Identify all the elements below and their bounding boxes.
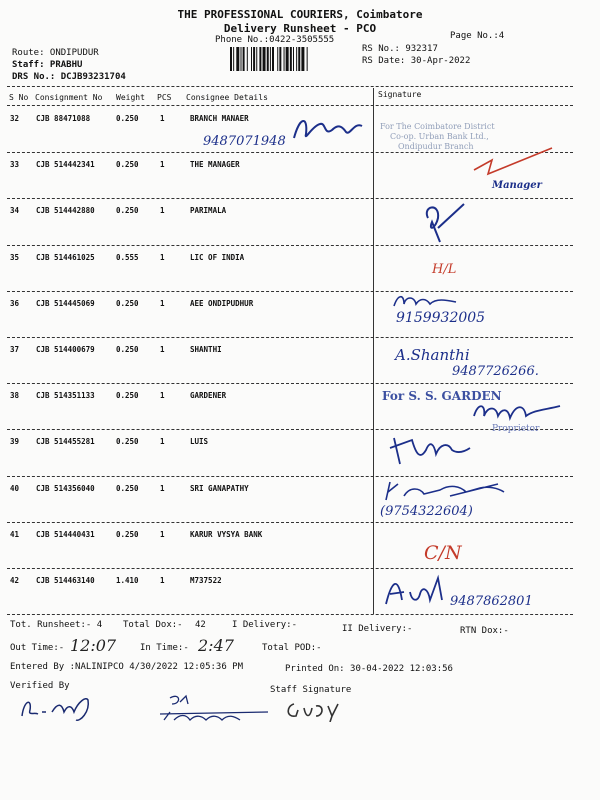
handwritten-phone: 9487071948 [203,134,286,149]
barcode-bar [277,47,278,71]
row-divider [7,245,573,246]
rs-number: RS No.: 932317 [362,44,438,54]
barcode-bar [251,47,252,71]
row-divider [7,198,573,199]
i-delivery: I Delivery:- [232,620,298,630]
barcode-bar [241,47,242,71]
bank-stamp-line: Co-op. Urban Bank Ltd., [390,132,489,141]
divider [7,614,573,615]
row-consignee: AEE ONDIPUDHUR [190,298,254,308]
total-dox-label: Total Dox:- [123,620,183,630]
phone-number: Phone No.:0422-3505555 [215,35,335,45]
row-sno: 35 [10,252,20,262]
barcode-bar [279,47,281,71]
printed-on: Printed On: 30-04-2022 12:03:56 [285,664,453,674]
row-consignee: LIC OF INDIA [190,252,245,262]
row-sno: 39 [10,437,20,447]
row-consignment: CJB 514455281 [36,437,95,447]
row-weight: 0.555 [116,252,139,262]
row-consignment: CJB 514461025 [36,252,95,262]
row-consignment: CJB 514463140 [36,576,95,585]
barcode-bar [247,47,248,71]
barcode-bar [298,47,300,71]
row-sno: 38 [10,391,20,401]
barcode-bar [256,47,257,71]
row-sno: 34 [10,206,20,216]
col-sno: S No [9,93,29,102]
barcode-bar [236,47,239,71]
row-divider [7,568,573,569]
row-weight: 0.250 [116,298,139,308]
row-consignee: KARUR VYSYA BANK [190,529,263,539]
row-consignee: SRI GANAPATHY [190,483,249,493]
barcode-bar [243,47,245,71]
row-pcs: 1 [160,437,165,447]
garden-stamp-role: Proprietor [492,424,540,434]
row-divider [7,337,573,338]
handwritten-phone: 9159932005 [396,310,486,326]
signature-scribble [390,292,470,312]
handwritten-name: A.Shanthi [395,346,470,364]
handwritten-out-time: 12:07 [70,636,117,655]
ii-delivery: II Delivery:- [342,624,413,634]
signature-column-divider [373,88,374,614]
signature-scribble [418,198,478,248]
handwritten-manager: Manager [492,180,542,191]
row-sno: 33 [10,160,20,170]
entered-by: Entered By :NALINIPCO 4/30/2022 12:05:36 PM [10,662,243,672]
handwritten-phone: 9487726266. [452,364,539,379]
row-weight: 1.410 [116,576,139,585]
row-consignee: BRANCH MANAER [190,114,249,123]
row-weight: 0.250 [116,529,139,539]
barcode-bar [270,47,271,71]
row-pcs: 1 [160,252,165,262]
row-pcs: 1 [160,529,165,539]
row-consignment: CJB 514440431 [36,529,95,539]
barcode-bar [293,47,294,71]
row-consignee: GARDENER [190,391,227,401]
row-consignee: THE MANAGER [190,160,240,170]
verified-by-label: Verified By [10,681,70,691]
row-divider [7,429,573,430]
col-consignee: Consignee Details [186,93,268,102]
row-pcs: 1 [160,160,165,170]
row-sno: 36 [10,298,20,308]
row-consignment: CJB 514442341 [36,160,95,170]
bank-stamp-line: Ondipudur Branch [398,142,474,151]
company-name: THE PROFESSIONAL COURIERS, Coimbatore [177,8,423,21]
barcode-bar [272,47,274,71]
row-consignment: CJB 514400679 [36,345,95,354]
out-time-label: Out Time:- [10,643,65,653]
rtn-dox: RTN Dox:- [460,626,509,636]
row-consignee: SHANTHI [190,345,222,354]
row-weight: 0.250 [116,114,139,123]
handwritten-phone: 9487862801 [450,594,533,609]
row-sno: 32 [10,114,20,123]
col-weight: Weight [116,93,145,102]
row-sno: 37 [10,345,20,354]
bank-stamp-line: For The Coimbatore District [380,122,495,131]
row-pcs: 1 [160,114,165,123]
runsheet-title: Delivery Runsheet - PCO [223,22,377,35]
row-consignment: CJB 514351133 [36,391,95,401]
col-signature: Signature [378,90,422,99]
handwritten-mark: C/N [424,542,462,564]
barcode-bar [230,47,232,71]
row-divider [7,476,573,477]
barcode-bar [263,47,266,71]
row-pcs: 1 [160,576,165,585]
signature-scribble [386,430,476,470]
total-dox-value: 42 [195,620,206,630]
verifier-signature [150,690,270,730]
staff-signature-label: Staff Signature [270,685,352,695]
barcode-bar [284,47,285,71]
barcode-bar [307,47,308,71]
row-weight: 0.250 [116,437,139,447]
row-consignee: LUIS [190,437,209,447]
row-weight: 0.250 [116,206,139,216]
row-pcs: 1 [160,483,165,493]
barcode-bar [286,47,289,71]
route: Route: ONDIPUDUR [12,48,99,58]
divider [7,86,573,87]
row-pcs: 1 [160,206,165,216]
barcode-bar [253,47,255,71]
row-consignee: PARIMALA [190,206,227,216]
signature-scribble [380,478,510,504]
barcode-bar [259,47,261,71]
handwritten-in-time: 2:47 [198,636,234,655]
row-consignment: CJB 88471088 [36,114,91,123]
barcode-bar [267,47,269,71]
row-consignment: CJB 514356040 [36,483,95,493]
barcode-bar [296,47,297,71]
in-time-label: In Time:- [140,643,189,653]
col-consignment: Consignment No [35,93,103,102]
signature-scribble [470,140,560,180]
barcode-bar [233,47,234,71]
handwritten-mark: H/L [432,262,457,277]
barcode-bar [290,47,292,71]
tot-runsheet: Tot. Runsheet:- 4 [10,620,103,630]
col-pcs: PCS [157,93,172,102]
row-sno: 40 [10,483,20,493]
signature-scribble [290,112,370,148]
row-pcs: 1 [160,298,165,308]
row-sno: 41 [10,529,20,539]
row-consignment: CJB 514445069 [36,298,95,308]
row-weight: 0.250 [116,345,139,354]
row-pcs: 1 [160,391,165,401]
row-weight: 0.250 [116,160,139,170]
row-sno: 42 [10,576,20,585]
staff: Staff: PRABHU [12,60,83,70]
page-number: Page No.:4 [450,31,505,41]
barcode-bar [301,47,304,71]
drs-number: DRS No.: DCJB93231704 [12,72,126,82]
row-divider [7,522,573,523]
verifier-signature [18,692,98,726]
garden-stamp: For S. S. GARDEN [382,389,502,403]
divider [7,105,573,106]
row-consignee: M737522 [190,576,222,585]
handwritten-phone: (9754322604) [380,504,473,519]
row-consignment: CJB 514442880 [36,206,95,216]
barcode [230,47,338,71]
staff-signature [284,698,354,722]
total-pod: Total POD:- [262,643,322,653]
row-weight: 0.250 [116,391,139,401]
row-weight: 0.250 [116,483,139,493]
rs-date: RS Date: 30-Apr-2022 [362,56,471,66]
row-divider [7,383,573,384]
row-pcs: 1 [160,345,165,354]
row-divider [7,291,573,292]
